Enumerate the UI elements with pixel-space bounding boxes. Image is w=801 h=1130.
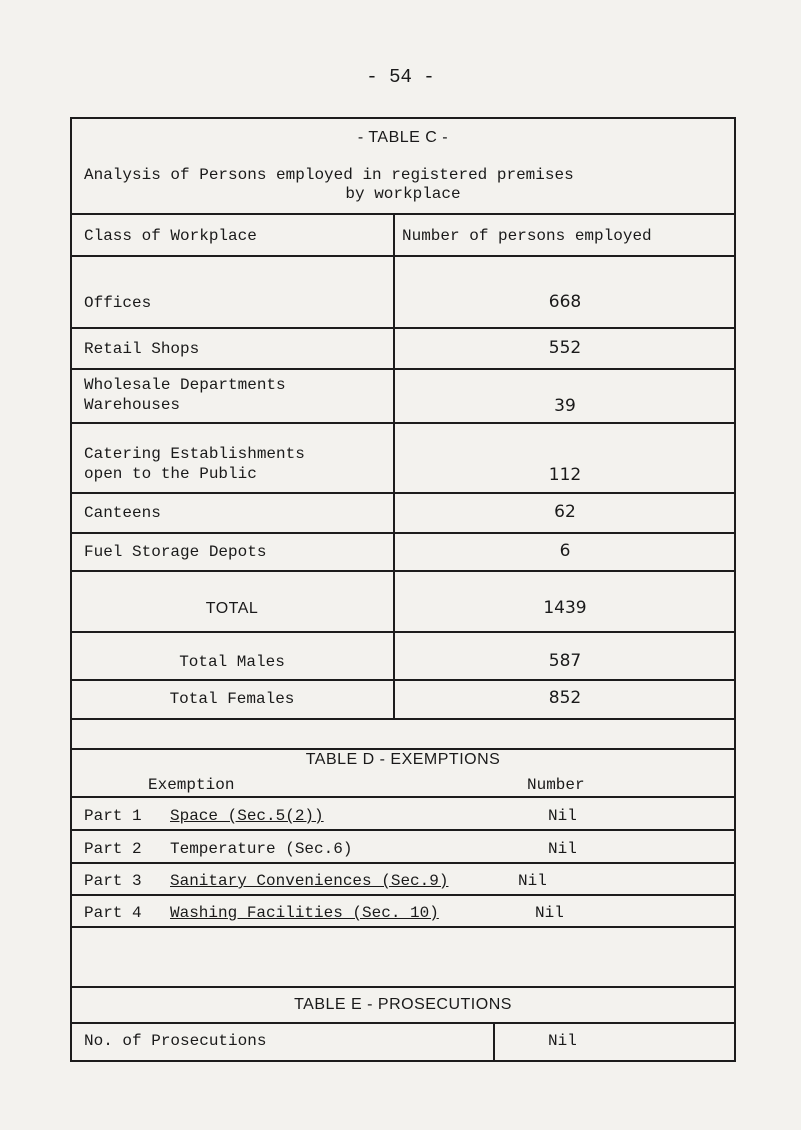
table-e-title: TABLE E - PROSECUTIONS (294, 996, 512, 1013)
row-label: Retail Shops (84, 340, 200, 358)
exemption-part: Part 3 (84, 872, 142, 890)
row-value: 62 (554, 502, 576, 522)
prosecutions-label: No. of Prosecutions (84, 1032, 267, 1050)
exemption-desc: Temperature (Sec.6) (170, 840, 353, 858)
column-header-class: Class of Workplace (84, 227, 257, 245)
total-label: TOTAL (205, 600, 259, 617)
exemption-desc: Sanitary Conveniences (Sec.9) (170, 872, 449, 890)
row-value: 552 (548, 338, 582, 358)
exemption-value: Nil (518, 872, 547, 890)
exemption-value: Nil (548, 807, 577, 825)
table-d-title: TABLE D - EXEMPTIONS (305, 751, 501, 768)
table-c-subtitle-2: by workplace (345, 185, 461, 203)
row-value: 668 (548, 292, 582, 312)
row-label-2: open to the Public (84, 465, 257, 483)
exemption-part: Part 4 (84, 904, 142, 922)
page-number: - 54 - (366, 66, 435, 88)
exemption-value: Nil (548, 840, 577, 858)
exemption-value: Nil (535, 904, 564, 922)
column-header-number: Number of persons employed (402, 227, 652, 245)
row-label: Canteens (84, 504, 161, 522)
row-label: Wholesale Departments (84, 376, 286, 394)
total-females-value: 852 (548, 688, 582, 708)
exemption-desc: Space (Sec.5(2)) (170, 807, 324, 825)
total-males-label: Total Males (179, 653, 285, 671)
row-value: 112 (548, 465, 582, 485)
column-header-number: Number (527, 776, 585, 794)
row-label: Catering Establishments (84, 445, 305, 463)
exemption-part: Part 2 (84, 840, 142, 858)
total-females-label: Total Females (169, 690, 295, 708)
column-header-exemption: Exemption (148, 776, 235, 794)
row-label-2: Warehouses (84, 396, 181, 414)
row-value: 39 (554, 396, 576, 416)
total-males-value: 587 (548, 651, 582, 671)
prosecutions-value: Nil (548, 1032, 577, 1050)
total-value: 1439 (543, 598, 587, 618)
row-value: 6 (559, 541, 571, 561)
row-label: Offices (84, 294, 152, 312)
exemption-part: Part 1 (84, 807, 142, 825)
table-c-title: - TABLE C - (357, 129, 449, 146)
row-label: Fuel Storage Depots (84, 543, 267, 561)
table-c-subtitle: Analysis of Persons employed in registered premises (84, 166, 574, 184)
exemption-desc: Washing Facilities (Sec. 10) (170, 904, 439, 922)
